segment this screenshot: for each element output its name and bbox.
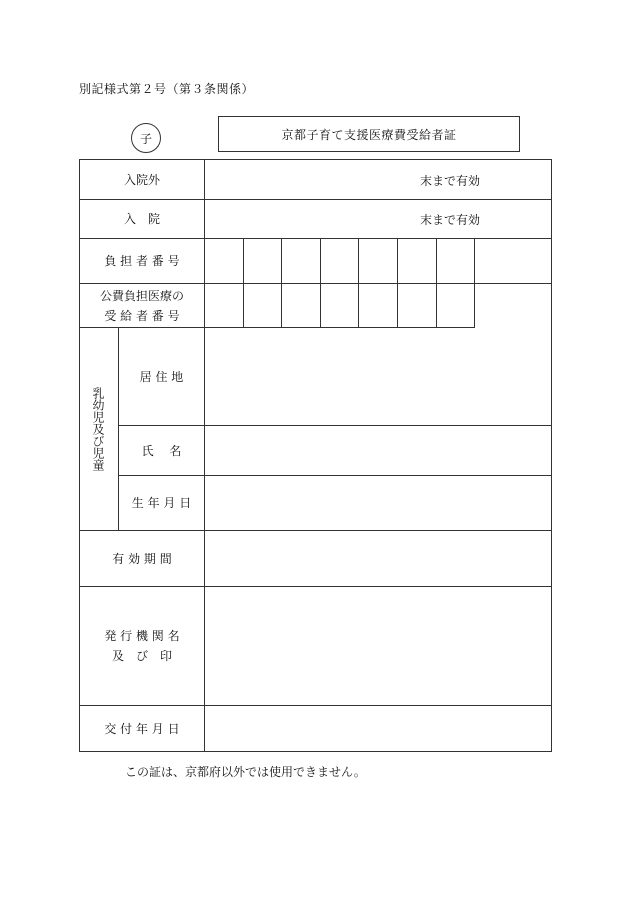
child-group-label-text: 乳幼児及び児童 <box>91 386 105 471</box>
outpatient-label: 入院外 <box>123 172 160 187</box>
birthdate-label: 生 年 月 日 <box>131 496 192 510</box>
child-mark-circle: 子 <box>131 123 161 153</box>
address-label: 居 住 地 <box>139 369 184 384</box>
recipient-number-label-line2: 受 給 者 番 号 <box>104 308 180 323</box>
inpatient-label: 入 院 <box>123 212 160 226</box>
issuer-label <box>80 587 204 705</box>
child-group-label <box>79 327 118 530</box>
form-number: 別記様式第２号（第３条関係） <box>79 82 255 96</box>
name-label: 氏 名 <box>141 443 182 458</box>
issuer-label-line1: 発 行 機 関 名 <box>104 629 180 643</box>
validity-period-label: 有 効 期 間 <box>112 551 172 566</box>
issue-date-label: 交 付 年 月 日 <box>104 721 180 736</box>
certificate-title: 京都子育て支援医療費受給者証 <box>218 116 520 152</box>
footer-note: この証は、京都府以外では使用できません。 <box>125 765 366 779</box>
recipient-number-label <box>80 284 204 327</box>
payer-number-label: 負 担 者 番 号 <box>104 254 180 268</box>
issuer-label-line2: 及 び 印 <box>111 649 172 663</box>
outpatient-validity: 末まで有効 <box>420 174 481 188</box>
inpatient-validity: 末まで有効 <box>420 213 481 227</box>
recipient-number-label-line1: 公費負担医療の <box>99 288 184 303</box>
